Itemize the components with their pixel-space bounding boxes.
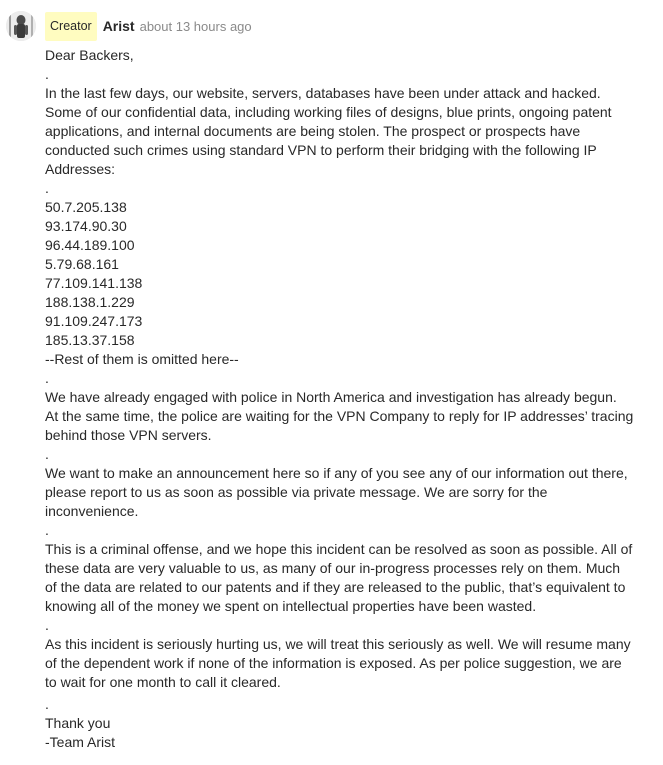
comment-line: these data are very valuable to us, as many of our in-progress processes rely on them. Much bbox=[45, 560, 621, 576]
comment-line: In the last few days, our website, servers, databases have been under attack and hacked. bbox=[45, 85, 601, 101]
comment-line: As this incident is seriously hurting us, we will treat this seriously as well. We will resume many bbox=[45, 636, 631, 652]
comment-line: . bbox=[45, 617, 49, 633]
ip-address: 50.7.205.138 bbox=[45, 199, 127, 215]
comment-line: This is a criminal offense, and we hope this incident can be resolved as soon as possible. All of bbox=[45, 541, 633, 557]
timestamp[interactable]: about 13 hours ago bbox=[139, 18, 252, 34]
comment-line: We have already engaged with police in North America and investigation has already begun. bbox=[45, 389, 617, 405]
comment-line: conducted such crimes using standard VPN to perform their bridging with the following IP bbox=[45, 142, 597, 158]
comment-line: -Team Arist bbox=[45, 734, 116, 750]
comment-line: . bbox=[45, 696, 49, 712]
comment-line: inconvenience. bbox=[45, 503, 139, 519]
comment-line: knowing all of the money we spent on intellectual properties have been wasted. bbox=[45, 598, 537, 614]
comment-line: behind those VPN servers. bbox=[45, 427, 212, 443]
ip-address: 185.13.37.158 bbox=[45, 332, 135, 348]
comment-line: Dear Backers, bbox=[45, 47, 134, 63]
comment-line: . bbox=[45, 180, 49, 196]
ip-address: 91.109.247.173 bbox=[45, 313, 143, 329]
ip-address: 188.138.1.229 bbox=[45, 294, 135, 310]
creator-badge: Creator bbox=[45, 12, 97, 41]
comment-line: --Rest of them is omitted here-- bbox=[45, 351, 239, 367]
comment-line: . bbox=[45, 522, 49, 538]
comment-line: please report to us as soon as possible via private message. We are sorry for the bbox=[45, 484, 548, 500]
comment-line: applications, and internal documents are being stolen. The prospect or prospects have bbox=[45, 123, 581, 139]
comment-line: . bbox=[45, 66, 49, 82]
comment-line: Thank you bbox=[45, 715, 111, 731]
comment-line: Addresses: bbox=[45, 161, 116, 177]
comment-line: of the dependent work if none of the information is exposed. As per police suggestion, we are bbox=[45, 655, 622, 671]
comment-line: At the same time, the police are waiting for the VPN Company to reply for IP addresses’ tracing bbox=[45, 408, 634, 424]
comment-line: . bbox=[45, 446, 49, 462]
comment-line: We want to make an announcement here so if any of you see any of our information out there, bbox=[45, 465, 628, 481]
comment-header bbox=[45, 11, 252, 41]
comment-line: to wait for one month to call it cleared. bbox=[45, 674, 281, 690]
ip-address: 93.174.90.30 bbox=[45, 218, 127, 234]
avatar-image bbox=[6, 11, 36, 41]
comment-body bbox=[45, 46, 657, 752]
person-avatar-icon[interactable] bbox=[6, 11, 36, 41]
ip-address: 5.79.68.161 bbox=[45, 256, 119, 272]
comment-line: of the data are related to our patents and if they are released to the public, that’s equivalent to bbox=[45, 579, 626, 595]
author-name[interactable]: Arist bbox=[102, 18, 135, 34]
ip-address: 96.44.189.100 bbox=[45, 237, 135, 253]
comment-line: Some of our confidential data, including working files of designs, blue prints, ongoing patent bbox=[45, 104, 612, 120]
ip-address: 77.109.141.138 bbox=[45, 275, 143, 291]
comment-line: . bbox=[45, 370, 49, 386]
